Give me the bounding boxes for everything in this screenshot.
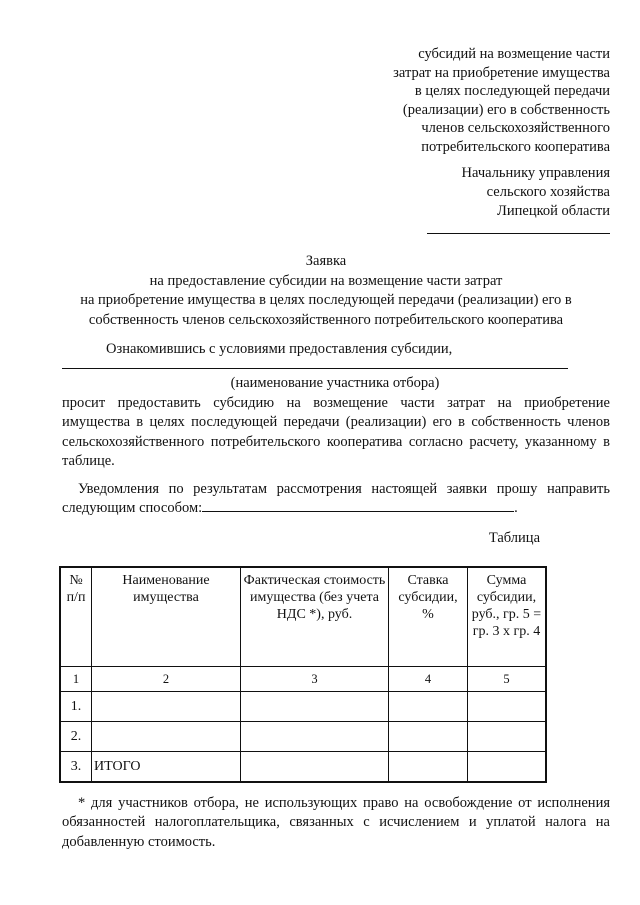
header-cell: № п/п: [60, 567, 92, 667]
addressee-signature-line[interactable]: [427, 223, 610, 234]
addressee-block: [427, 164, 610, 240]
table-row-total: [60, 752, 546, 783]
column-number: 5: [468, 667, 547, 692]
rate-cell[interactable]: [389, 722, 468, 752]
amount-cell[interactable]: [468, 752, 547, 783]
header-block: [393, 45, 610, 157]
property-name-cell[interactable]: [92, 722, 241, 752]
row-number: 1.: [60, 692, 92, 722]
header-line: потребительского кооператива: [421, 138, 610, 155]
row-number: 2.: [60, 722, 92, 752]
notice-end: .: [514, 500, 518, 517]
footnote: * для участников отбора, не использующих право на освобождение от исполнения обязанностей налогоплательщика, связанных с исчислением и уплатой налога на добавленную стоимость.: [62, 795, 610, 850]
header-line: субсидий на возмещение части: [418, 46, 610, 62]
table-row: [60, 692, 546, 722]
header-line: членов сельскохозяйственного: [421, 120, 610, 137]
addressee-line: Липецкой области: [497, 203, 610, 219]
column-number-row: [60, 667, 546, 692]
intro-text: Ознакомившись с условиями предоставления субсидии,: [106, 341, 453, 357]
title-line: на предоставление субсидии на возмещение части затрат: [149, 272, 503, 289]
title-line: Заявка: [305, 253, 347, 269]
document-title: [40, 252, 612, 330]
column-number: 4: [389, 667, 468, 692]
notice-method-line[interactable]: [202, 500, 514, 512]
header-line: (реализации) его в собственность: [402, 101, 610, 118]
column-number: 1: [60, 667, 92, 692]
subsidy-table: [59, 566, 547, 783]
notice-paragraph: [62, 480, 610, 519]
participant-name-line[interactable]: [62, 368, 568, 369]
header-line: затрат на приобретение имущества: [393, 64, 610, 81]
cost-cell[interactable]: [241, 692, 389, 722]
total-label-cell: ИТОГО: [92, 752, 241, 783]
header-line: в целях последующей передачи: [414, 83, 610, 100]
participant-caption: (наименование участника отбора): [230, 375, 440, 391]
addressee-line: Начальнику управления: [461, 165, 610, 181]
table-header-row: [60, 567, 546, 667]
amount-cell[interactable]: [468, 692, 547, 722]
cost-cell[interactable]: [241, 722, 389, 752]
row-number: 3.: [60, 752, 92, 783]
property-name-cell[interactable]: [92, 692, 241, 722]
header-cell: Ставка субсидии, %: [389, 567, 468, 667]
rate-cell[interactable]: [389, 752, 468, 783]
notice-text: Уведомления по результатам рассмотрения настоящей заявки прошу направить следующим способом:: [62, 481, 610, 517]
rate-cell[interactable]: [389, 692, 468, 722]
amount-cell[interactable]: [468, 722, 547, 752]
table-label: Таблица: [488, 530, 540, 546]
header-cell: Сумма субсидии, руб., гр. 5 = гр. 3 х гр. 4: [468, 567, 547, 667]
title-line: на приобретение имущества в целях последующей передачи (реализации) его в: [80, 292, 572, 308]
table-row: [60, 722, 546, 752]
addressee-line: сельского хозяйства: [486, 184, 610, 200]
header-cell: Наименование имущества: [92, 567, 241, 667]
request-paragraph: просит предоставить субсидию на возмещение части затрат на приобретение имущества в целях последующей передачи (реализации) его в собственность членов сельскохозяйственного потребительского кооператива согласно расчету, указанному в таблице.: [62, 395, 610, 470]
column-number: 3: [241, 667, 389, 692]
cost-cell[interactable]: [241, 752, 389, 783]
header-cell: Фактическая стоимость имущества (без учета НДС *), руб.: [241, 567, 389, 667]
title-line: собственность членов сельскохозяйственного потребительского кооператива: [88, 311, 564, 328]
column-number: 2: [92, 667, 241, 692]
